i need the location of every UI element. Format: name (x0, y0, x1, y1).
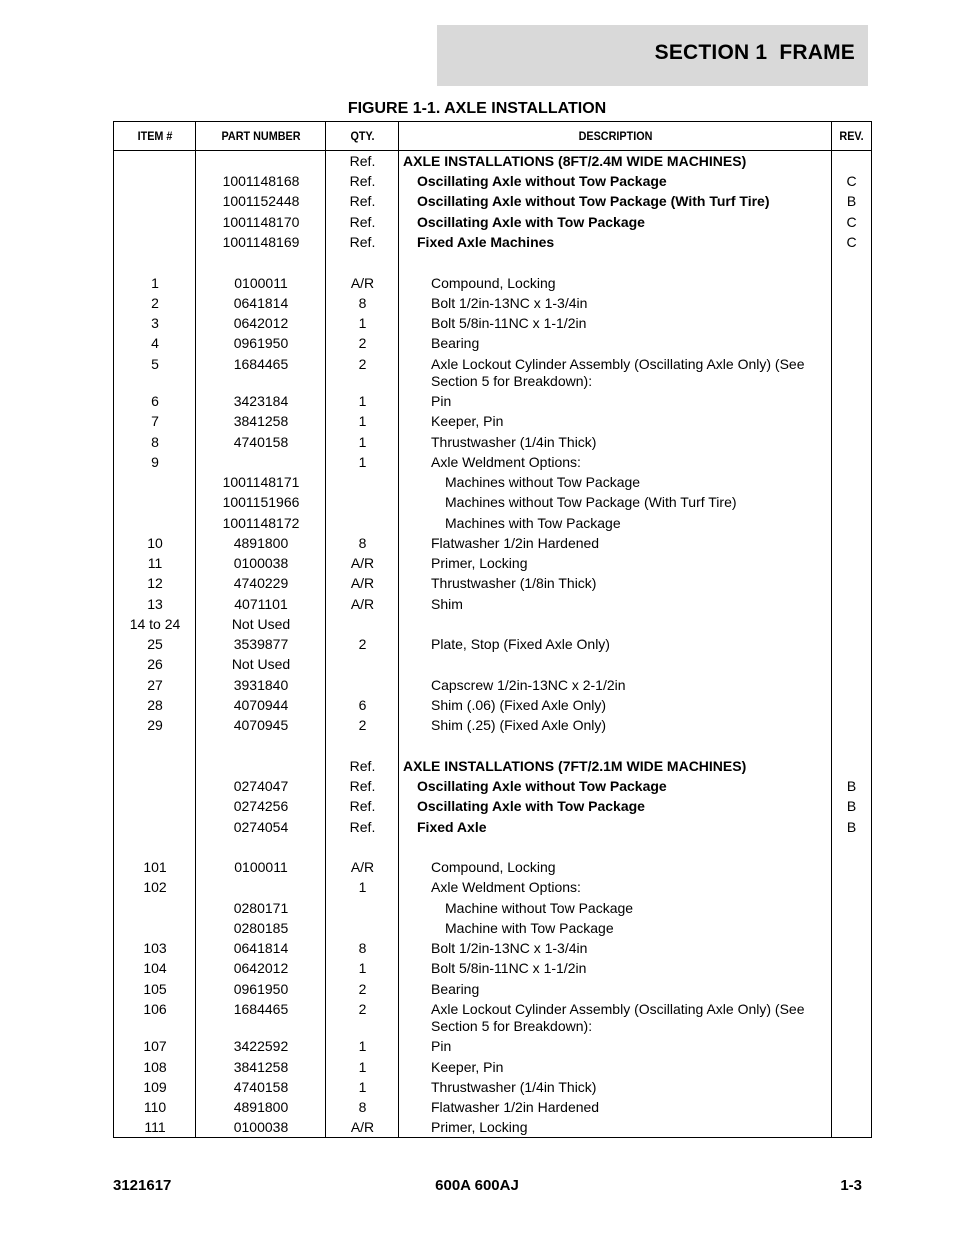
cell-description: Shim (.06) (Fixed Axle Only) (431, 697, 607, 713)
cell-revision (832, 275, 871, 292)
cell-description: Keeper, Pin (431, 413, 504, 429)
cell-part-number (196, 153, 326, 170)
cell-item-number: 105 (143, 981, 167, 997)
cell-description: Axle Lockout Cylinder Assembly (Oscillating Axle Only) (See Section 5 for Breakdown): (431, 356, 805, 389)
cell-item-number: 111 (144, 1119, 166, 1135)
cell-part-number: 1001151966 (222, 494, 300, 510)
cell-item-number: 108 (143, 1059, 167, 1075)
cell-revision (832, 335, 871, 352)
cell-quantity: 2 (358, 717, 367, 733)
cell-description: Machines without Tow Package (With Turf Tire) (445, 494, 737, 510)
cell-part-number: 0961950 (233, 335, 289, 351)
cell-revision (832, 434, 871, 451)
cell-part-number (196, 879, 326, 896)
cell-item-number: 27 (147, 677, 163, 693)
cell-quantity (326, 474, 399, 491)
cell-quantity (326, 920, 399, 937)
figure-title: FIGURE 1-1. AXLE INSTALLATION (347, 100, 607, 117)
cell-revision: C (846, 173, 857, 189)
cell-part-number: 3539877 (233, 636, 289, 652)
cell-item-number: 103 (143, 940, 167, 956)
cell-quantity: 8 (358, 535, 367, 551)
cell-revision (832, 616, 871, 633)
cell-part-number: 1684465 (233, 356, 289, 372)
cell-quantity: 2 (358, 1001, 367, 1017)
table-row (114, 1119, 871, 1136)
table-row (114, 193, 871, 210)
cell-description: Axle Weldment Options: (431, 454, 581, 470)
table-row (114, 1079, 871, 1096)
cell-item-number (114, 900, 196, 917)
cell-revision (832, 1079, 871, 1096)
column-header-part-number: PART NUMBER (221, 129, 301, 143)
table-row (114, 555, 871, 572)
cell-revision (832, 454, 871, 471)
table-row (114, 616, 871, 633)
cell-item-number: 109 (143, 1079, 167, 1095)
table-row (114, 798, 871, 815)
cell-part-number: Not Used (231, 656, 291, 672)
footer-model: 600A 600AJ (435, 1177, 519, 1194)
cell-quantity: 8 (358, 1099, 367, 1115)
cell-item-number: 102 (143, 879, 167, 895)
cell-part-number: 0642012 (233, 960, 289, 976)
cell-revision (832, 636, 871, 653)
cell-part-number (196, 758, 326, 775)
cell-revision (832, 295, 871, 312)
cell-revision (832, 1001, 871, 1035)
cell-description: Compound, Locking (431, 275, 556, 291)
cell-quantity (326, 677, 399, 694)
table-row (114, 335, 871, 352)
column-divider (195, 122, 196, 150)
cell-quantity: 1 (358, 879, 367, 895)
table-row (114, 494, 871, 511)
cell-part-number: 3422592 (233, 1038, 289, 1054)
cell-revision (832, 920, 871, 937)
cell-description: Plate, Stop (Fixed Axle Only) (431, 636, 610, 652)
cell-part-number: 1001148172 (222, 515, 300, 531)
cell-revision (832, 940, 871, 957)
cell-description: Keeper, Pin (431, 1059, 504, 1075)
cell-item-number (114, 474, 196, 491)
cell-revision (832, 879, 871, 896)
cell-description: Shim (.25) (Fixed Axle Only) (431, 717, 607, 733)
cell-item-number: 26 (147, 656, 163, 672)
cell-revision (832, 315, 871, 332)
cell-item-number: 7 (151, 413, 159, 429)
section-title: SECTION 1 FRAME (654, 41, 855, 64)
cell-quantity: Ref. (349, 234, 376, 250)
cell-part-number: 4891800 (233, 1099, 289, 1115)
cell-description: Compound, Locking (431, 859, 556, 875)
cell-revision (832, 981, 871, 998)
cell-description (399, 656, 832, 673)
table-row (114, 596, 871, 613)
cell-description: Fixed Axle (417, 819, 487, 835)
cell-item-number: 3 (151, 315, 159, 331)
cell-revision (832, 859, 871, 876)
cell-part-number: 4740158 (233, 1079, 289, 1095)
table-row (114, 778, 871, 795)
cell-item-number: 10 (147, 535, 163, 551)
cell-revision (832, 677, 871, 694)
cell-revision (832, 494, 871, 511)
cell-item-number: 5 (151, 356, 159, 372)
table-row (114, 1059, 871, 1076)
cell-item-number: 9 (151, 454, 159, 470)
cell-description: Oscillating Axle with Tow Package (417, 798, 645, 814)
cell-quantity: A/R (350, 596, 375, 612)
cell-quantity: Ref. (349, 193, 376, 209)
parts-table (113, 121, 872, 1138)
cell-description: AXLE INSTALLATIONS (7FT/2.1M WIDE MACHINES) (403, 758, 747, 774)
cell-revision (832, 474, 871, 491)
table-row (114, 1001, 871, 1035)
cell-quantity: 2 (358, 356, 367, 372)
section-banner (437, 25, 868, 86)
cell-description: Capscrew 1/2in-13NC x 2-1/2in (431, 677, 626, 693)
table-row (114, 677, 871, 694)
cell-description: Thrustwasher (1/4in Thick) (431, 1079, 597, 1095)
cell-revision (832, 758, 871, 775)
cell-item-number (114, 234, 196, 251)
cell-item-number: 110 (143, 1099, 167, 1115)
cell-description: Fixed Axle Machines (417, 234, 555, 250)
table-row (114, 819, 871, 836)
cell-item-number: 14 to 24 (129, 616, 181, 632)
cell-item-number (114, 193, 196, 210)
table-row (114, 960, 871, 977)
cell-revision: B (846, 778, 857, 794)
cell-quantity: Ref. (349, 214, 376, 230)
cell-revision (832, 656, 871, 673)
table-row (114, 879, 871, 896)
cell-quantity: Ref. (349, 153, 376, 169)
cell-description: Machine without Tow Package (445, 900, 634, 916)
cell-item-number (114, 778, 196, 795)
cell-part-number: 4740158 (233, 434, 289, 450)
cell-item-number: 1 (151, 275, 159, 291)
cell-revision (832, 1038, 871, 1055)
cell-description: Thrustwasher (1/4in Thick) (431, 434, 597, 450)
cell-description: Primer, Locking (431, 1119, 528, 1135)
cell-quantity: A/R (350, 555, 375, 571)
cell-quantity (326, 515, 399, 532)
cell-part-number: 3931840 (233, 677, 289, 693)
cell-quantity: 8 (358, 295, 367, 311)
cell-quantity: 2 (358, 981, 367, 997)
cell-revision: B (846, 193, 857, 209)
cell-part-number: 4740229 (233, 575, 289, 591)
cell-part-number: Not Used (231, 616, 291, 632)
cell-description: Pin (431, 1038, 452, 1054)
cell-quantity: 1 (358, 393, 367, 409)
table-row (114, 697, 871, 714)
cell-quantity: A/R (350, 1119, 375, 1135)
cell-quantity: 2 (358, 636, 367, 652)
table-row (114, 758, 871, 775)
table-row (114, 981, 871, 998)
cell-description: Oscillating Axle with Tow Package (417, 214, 645, 230)
cell-part-number: 1001148170 (222, 214, 300, 230)
cell-description: Bolt 1/2in-13NC x 1-3/4in (431, 295, 588, 311)
cell-part-number: 3423184 (233, 393, 289, 409)
cell-description: AXLE INSTALLATIONS (8FT/2.4M WIDE MACHINES) (403, 153, 747, 169)
cell-description: Axle Lockout Cylinder Assembly (Oscillating Axle Only) (See Section 5 for Breakdown): (431, 1001, 805, 1034)
cell-quantity (326, 900, 399, 917)
cell-item-number (114, 214, 196, 231)
column-header-description: DESCRIPTION (578, 129, 653, 143)
table-row (114, 535, 871, 552)
cell-description: Machine with Tow Package (445, 920, 614, 936)
table-row (114, 356, 871, 390)
cell-quantity: 2 (358, 335, 367, 351)
cell-item-number: 104 (143, 960, 167, 976)
cell-revision (832, 697, 871, 714)
table-row (114, 1099, 871, 1116)
cell-quantity: 1 (358, 960, 367, 976)
cell-part-number: 0961950 (233, 981, 289, 997)
cell-description: Bolt 1/2in-13NC x 1-3/4in (431, 940, 588, 956)
cell-part-number: 0100011 (234, 275, 288, 291)
cell-quantity (326, 656, 399, 673)
cell-quantity: Ref. (349, 819, 376, 835)
cell-part-number: 1684465 (233, 1001, 289, 1017)
footer-document-number: 3121617 (113, 1177, 172, 1194)
table-row (114, 575, 871, 592)
cell-revision (832, 535, 871, 552)
table-row (114, 434, 871, 451)
cell-quantity: Ref. (349, 778, 376, 794)
cell-item-number: 106 (143, 1001, 167, 1017)
cell-quantity: 6 (358, 697, 367, 713)
cell-description: Bolt 5/8in-11NC x 1-1/2in (431, 960, 587, 976)
cell-description: Thrustwasher (1/8in Thick) (431, 575, 597, 591)
cell-part-number: 1001148169 (222, 234, 300, 250)
cell-item-number: 29 (147, 717, 163, 733)
cell-item-number: 4 (151, 335, 159, 351)
table-row (114, 173, 871, 190)
cell-part-number: 0280185 (233, 920, 289, 936)
cell-quantity: Ref. (349, 173, 376, 189)
cell-revision (832, 1059, 871, 1076)
table-row (114, 920, 871, 937)
cell-revision (832, 575, 871, 592)
cell-quantity: 1 (358, 1059, 367, 1075)
cell-description: Oscillating Axle without Tow Package (417, 778, 667, 794)
cell-description: Flatwasher 1/2in Hardened (431, 1099, 600, 1115)
cell-description: Bearing (431, 981, 480, 997)
column-divider (831, 122, 832, 150)
cell-item-number: 101 (143, 859, 167, 875)
column-header-item: ITEM # (137, 129, 173, 143)
cell-revision (832, 555, 871, 572)
cell-part-number: 1001148171 (222, 474, 300, 490)
cell-quantity: Ref. (349, 758, 376, 774)
cell-part-number: 4071101 (234, 596, 288, 612)
cell-item-number: 8 (151, 434, 159, 450)
cell-quantity: Ref. (349, 798, 376, 814)
cell-description: Bolt 5/8in-11NC x 1-1/2in (431, 315, 587, 331)
table-row (114, 153, 871, 170)
cell-item-number: 2 (151, 295, 159, 311)
cell-quantity (326, 616, 399, 633)
cell-part-number: 4891800 (233, 535, 289, 551)
cell-quantity: 1 (358, 315, 367, 331)
cell-item-number: 13 (147, 596, 163, 612)
cell-description: Flatwasher 1/2in Hardened (431, 535, 600, 551)
table-row (114, 1038, 871, 1055)
cell-quantity: 1 (358, 454, 367, 470)
cell-part-number: 0641814 (233, 940, 289, 956)
cell-item-number (114, 819, 196, 836)
cell-part-number: 4070945 (233, 717, 289, 733)
cell-part-number: 3841258 (233, 1059, 289, 1075)
cell-item-number (114, 758, 196, 775)
table-row (114, 900, 871, 917)
cell-description: Machines without Tow Package (445, 474, 641, 490)
cell-part-number: 0274256 (233, 798, 289, 814)
cell-revision (832, 515, 871, 532)
cell-part-number: 0100011 (234, 859, 288, 875)
cell-quantity: 1 (358, 413, 367, 429)
cell-part-number: 0642012 (233, 315, 289, 331)
table-row (114, 275, 871, 292)
cell-description: Oscillating Axle without Tow Package (417, 173, 667, 189)
cell-part-number: 0100038 (233, 1119, 289, 1135)
table-row (114, 214, 871, 231)
cell-quantity: 1 (358, 1038, 367, 1054)
column-divider (325, 122, 326, 150)
cell-item-number: 107 (143, 1038, 167, 1054)
cell-part-number: 0274047 (233, 778, 289, 794)
cell-part-number: 0280171 (233, 900, 289, 916)
column-divider (398, 122, 399, 150)
cell-item-number: 11 (147, 555, 163, 571)
cell-revision (832, 900, 871, 917)
table-row (114, 515, 871, 532)
table-header (114, 122, 871, 151)
cell-part-number: 4070944 (233, 697, 289, 713)
cell-quantity: 1 (358, 434, 367, 450)
cell-item-number (114, 798, 196, 815)
cell-part-number: 1001152448 (222, 193, 300, 209)
cell-part-number (196, 454, 326, 471)
cell-quantity: 1 (358, 1079, 367, 1095)
cell-item-number (114, 153, 196, 170)
cell-quantity: A/R (350, 575, 375, 591)
table-row (114, 656, 871, 673)
cell-revision (832, 413, 871, 430)
cell-part-number: 0641814 (233, 295, 289, 311)
cell-item-number (114, 494, 196, 511)
cell-revision (832, 393, 871, 410)
cell-item-number: 25 (147, 636, 163, 652)
column-header-rev: REV. (839, 129, 864, 143)
table-row (114, 413, 871, 430)
cell-description: Pin (431, 393, 452, 409)
cell-description: Axle Weldment Options: (431, 879, 581, 895)
cell-description: Machines with Tow Package (445, 515, 621, 531)
cell-item-number (114, 173, 196, 190)
cell-item-number (114, 920, 196, 937)
cell-part-number: 1001148168 (222, 173, 300, 189)
cell-item-number: 12 (147, 575, 163, 591)
table-body (114, 151, 871, 1137)
cell-item-number: 6 (151, 393, 159, 409)
cell-description: Oscillating Axle without Tow Package (With Turf Tire) (417, 193, 770, 209)
cell-description: Shim (431, 596, 463, 612)
footer-page-number: 1-3 (840, 1177, 862, 1194)
cell-part-number: 0100038 (233, 555, 289, 571)
cell-part-number: 3841258 (233, 413, 289, 429)
cell-quantity: 8 (358, 940, 367, 956)
cell-revision (832, 717, 871, 734)
cell-description: Primer, Locking (431, 555, 528, 571)
cell-revision: C (846, 234, 857, 250)
cell-revision: C (846, 214, 857, 230)
cell-revision (832, 153, 871, 170)
cell-revision (832, 1119, 871, 1136)
table-row (114, 859, 871, 876)
cell-revision (832, 1099, 871, 1116)
cell-item-number (114, 515, 196, 532)
cell-quantity: A/R (350, 275, 375, 291)
cell-description: Bearing (431, 335, 480, 351)
table-row (114, 393, 871, 410)
cell-revision: B (846, 798, 857, 814)
cell-revision (832, 596, 871, 613)
table-row (114, 474, 871, 491)
cell-revision: B (846, 819, 857, 835)
table-row (114, 940, 871, 957)
table-row (114, 234, 871, 251)
cell-revision (832, 960, 871, 977)
cell-revision (832, 356, 871, 390)
cell-quantity: A/R (350, 859, 375, 875)
cell-item-number: 28 (147, 697, 163, 713)
table-row (114, 636, 871, 653)
table-row (114, 717, 871, 734)
cell-part-number: 0274054 (233, 819, 289, 835)
column-header-qty: QTY. (350, 129, 375, 143)
table-row (114, 454, 871, 471)
table-row (114, 315, 871, 332)
table-row (114, 295, 871, 312)
cell-quantity (326, 494, 399, 511)
cell-description (399, 616, 832, 633)
